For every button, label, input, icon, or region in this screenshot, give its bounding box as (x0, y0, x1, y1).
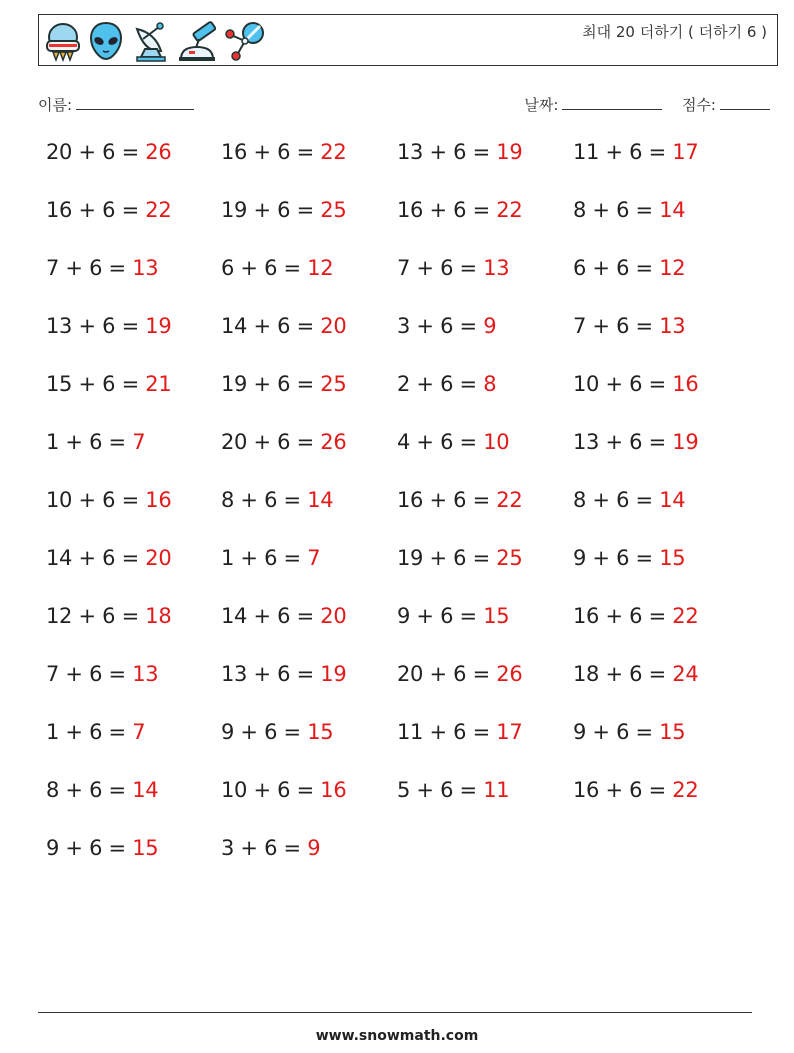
problem-question: 14 + 6 = (221, 314, 321, 338)
problem-question: 8 + 6 = (573, 198, 660, 222)
problem-question: 18 + 6 = (573, 662, 673, 686)
problem-item (397, 662, 522, 686)
problem-answer: 16 (672, 372, 699, 396)
problem-item (397, 140, 522, 164)
name-blank[interactable] (76, 95, 194, 110)
problem-item (46, 778, 158, 802)
problem-answer: 7 (132, 720, 146, 744)
problem-item (573, 720, 685, 744)
problem-question: 9 + 6 = (573, 720, 660, 744)
problem-question: 16 + 6 = (46, 198, 146, 222)
problem-item (46, 140, 171, 164)
problem-item (221, 778, 346, 802)
problem-question: 9 + 6 = (573, 546, 660, 570)
problem-answer: 19 (672, 430, 699, 454)
problem-answer: 12 (659, 256, 686, 280)
problem-question: 8 + 6 = (221, 488, 308, 512)
problem-answer: 22 (496, 488, 523, 512)
alien-icon (87, 19, 125, 63)
problem-question: 13 + 6 = (46, 314, 146, 338)
problem-item (573, 604, 698, 628)
problem-question: 13 + 6 = (221, 662, 321, 686)
worksheet-header (38, 14, 778, 66)
problem-item (46, 662, 158, 686)
problem-item (221, 256, 333, 280)
problem-question: 6 + 6 = (221, 256, 308, 280)
name-field (38, 94, 194, 115)
problem-item (46, 372, 171, 396)
problem-item (573, 314, 685, 338)
problem-item (221, 140, 346, 164)
problem-answer: 20 (145, 546, 172, 570)
problem-item (397, 256, 509, 280)
problem-answer: 17 (672, 140, 699, 164)
problem-answer: 19 (145, 314, 172, 338)
problem-answer: 13 (659, 314, 686, 338)
date-label: 날짜: (524, 96, 559, 114)
problem-answer: 14 (132, 778, 159, 802)
problem-answer: 16 (320, 778, 347, 802)
problem-answer: 26 (496, 662, 523, 686)
problem-item (221, 198, 346, 222)
problem-item (573, 662, 698, 686)
problem-item (46, 604, 171, 628)
problem-question: 3 + 6 = (397, 314, 484, 338)
problem-question: 1 + 6 = (46, 430, 133, 454)
problem-question: 19 + 6 = (221, 372, 321, 396)
footer-divider (38, 1012, 752, 1013)
problem-item (397, 372, 496, 396)
problem-question: 13 + 6 = (573, 430, 673, 454)
problem-answer: 13 (132, 256, 159, 280)
problem-question: 7 + 6 = (573, 314, 660, 338)
problem-item (397, 314, 496, 338)
problem-item (221, 720, 333, 744)
problem-answer: 14 (659, 198, 686, 222)
problem-answer: 9 (307, 836, 321, 860)
ufo-icon (43, 19, 83, 63)
problem-item (46, 488, 171, 512)
problem-answer: 7 (307, 546, 321, 570)
problem-answer: 22 (672, 604, 699, 628)
problem-question: 16 + 6 = (397, 488, 497, 512)
problem-answer: 9 (483, 314, 497, 338)
problem-answer: 26 (145, 140, 172, 164)
problem-question: 5 + 6 = (397, 778, 484, 802)
problem-item (397, 488, 522, 512)
problem-question: 1 + 6 = (221, 546, 308, 570)
problem-question: 7 + 6 = (46, 256, 133, 280)
problem-answer: 11 (483, 778, 510, 802)
problem-answer: 10 (483, 430, 510, 454)
problem-answer: 14 (307, 488, 334, 512)
problem-question: 8 + 6 = (46, 778, 133, 802)
date-blank[interactable] (562, 95, 662, 110)
problem-answer: 22 (496, 198, 523, 222)
problem-question: 19 + 6 = (221, 198, 321, 222)
problem-item (46, 836, 158, 860)
problem-question: 16 + 6 = (573, 604, 673, 628)
problem-item (573, 372, 698, 396)
problem-item (46, 314, 171, 338)
problem-question: 10 + 6 = (221, 778, 321, 802)
name-label: 이름: (38, 96, 73, 114)
problem-item (573, 778, 698, 802)
problem-answer: 19 (320, 662, 347, 686)
problem-answer: 24 (672, 662, 699, 686)
problem-answer: 15 (132, 836, 159, 860)
problem-item (221, 662, 346, 686)
problem-item (46, 198, 171, 222)
problem-item (397, 604, 509, 628)
satellite-icon (223, 19, 267, 63)
score-label: 점수: (681, 96, 716, 114)
problem-item (221, 314, 346, 338)
problem-answer: 25 (320, 198, 347, 222)
problem-item (221, 836, 320, 860)
problem-answer: 20 (320, 314, 347, 338)
problem-item (397, 778, 509, 802)
problem-item (397, 198, 522, 222)
problem-answer: 15 (659, 720, 686, 744)
footer-url: www.snowmath.com (315, 1028, 479, 1044)
problem-answer: 20 (320, 604, 347, 628)
problem-item (573, 546, 685, 570)
problem-item (397, 430, 509, 454)
problem-item (221, 604, 346, 628)
problem-item (573, 256, 685, 280)
problem-item (397, 720, 522, 744)
problem-question: 12 + 6 = (46, 604, 146, 628)
problem-answer: 13 (483, 256, 510, 280)
problem-answer: 21 (145, 372, 172, 396)
problem-question: 14 + 6 = (221, 604, 321, 628)
header-icons (43, 19, 267, 63)
problem-answer: 8 (483, 372, 497, 396)
problem-question: 11 + 6 = (397, 720, 497, 744)
problem-answer: 18 (145, 604, 172, 628)
problem-item (221, 546, 320, 570)
problem-answer: 15 (307, 720, 334, 744)
problem-item (573, 198, 685, 222)
problem-answer: 12 (307, 256, 334, 280)
problem-question: 9 + 6 = (46, 836, 133, 860)
problem-question: 20 + 6 = (397, 662, 497, 686)
problem-answer: 13 (132, 662, 159, 686)
problem-item (573, 140, 698, 164)
problem-question: 20 + 6 = (221, 430, 321, 454)
problem-item (221, 430, 346, 454)
problem-question: 13 + 6 = (397, 140, 497, 164)
problem-item (221, 488, 333, 512)
telescope-icon (175, 19, 219, 63)
problem-question: 8 + 6 = (573, 488, 660, 512)
problem-answer: 25 (320, 372, 347, 396)
problem-answer: 16 (145, 488, 172, 512)
problem-question: 15 + 6 = (46, 372, 146, 396)
problem-answer: 26 (320, 430, 347, 454)
problem-item (46, 256, 158, 280)
problem-question: 1 + 6 = (46, 720, 133, 744)
problem-question: 10 + 6 = (573, 372, 673, 396)
problem-question: 6 + 6 = (573, 256, 660, 280)
problem-question: 9 + 6 = (397, 604, 484, 628)
problem-question: 7 + 6 = (397, 256, 484, 280)
problem-question: 19 + 6 = (397, 546, 497, 570)
problem-answer: 15 (659, 546, 686, 570)
problem-answer: 19 (496, 140, 523, 164)
problem-question: 20 + 6 = (46, 140, 146, 164)
problem-question: 16 + 6 = (221, 140, 321, 164)
problem-question: 11 + 6 = (573, 140, 673, 164)
problem-item (46, 430, 145, 454)
problem-answer: 22 (320, 140, 347, 164)
problem-question: 9 + 6 = (221, 720, 308, 744)
problem-answer: 22 (672, 778, 699, 802)
problem-item (573, 430, 698, 454)
score-blank[interactable] (720, 95, 770, 110)
problem-item (397, 546, 522, 570)
problem-question: 10 + 6 = (46, 488, 146, 512)
problem-question: 7 + 6 = (46, 662, 133, 686)
problem-item (573, 488, 685, 512)
problem-question: 16 + 6 = (397, 198, 497, 222)
problem-answer: 14 (659, 488, 686, 512)
date-score-fields (524, 94, 770, 115)
satellite-dish-icon (129, 19, 171, 63)
problem-answer: 22 (145, 198, 172, 222)
problem-question: 14 + 6 = (46, 546, 146, 570)
problem-answer: 25 (496, 546, 523, 570)
problem-item (221, 372, 346, 396)
problem-question: 2 + 6 = (397, 372, 484, 396)
problem-item (46, 546, 171, 570)
problem-answer: 15 (483, 604, 510, 628)
problem-question: 4 + 6 = (397, 430, 484, 454)
problem-item (46, 720, 145, 744)
problem-question: 3 + 6 = (221, 836, 308, 860)
worksheet-title: 최대 20 더하기 ( 더하기 6 ) (582, 23, 767, 41)
problem-answer: 17 (496, 720, 523, 744)
problem-question: 16 + 6 = (573, 778, 673, 802)
problem-answer: 7 (132, 430, 146, 454)
